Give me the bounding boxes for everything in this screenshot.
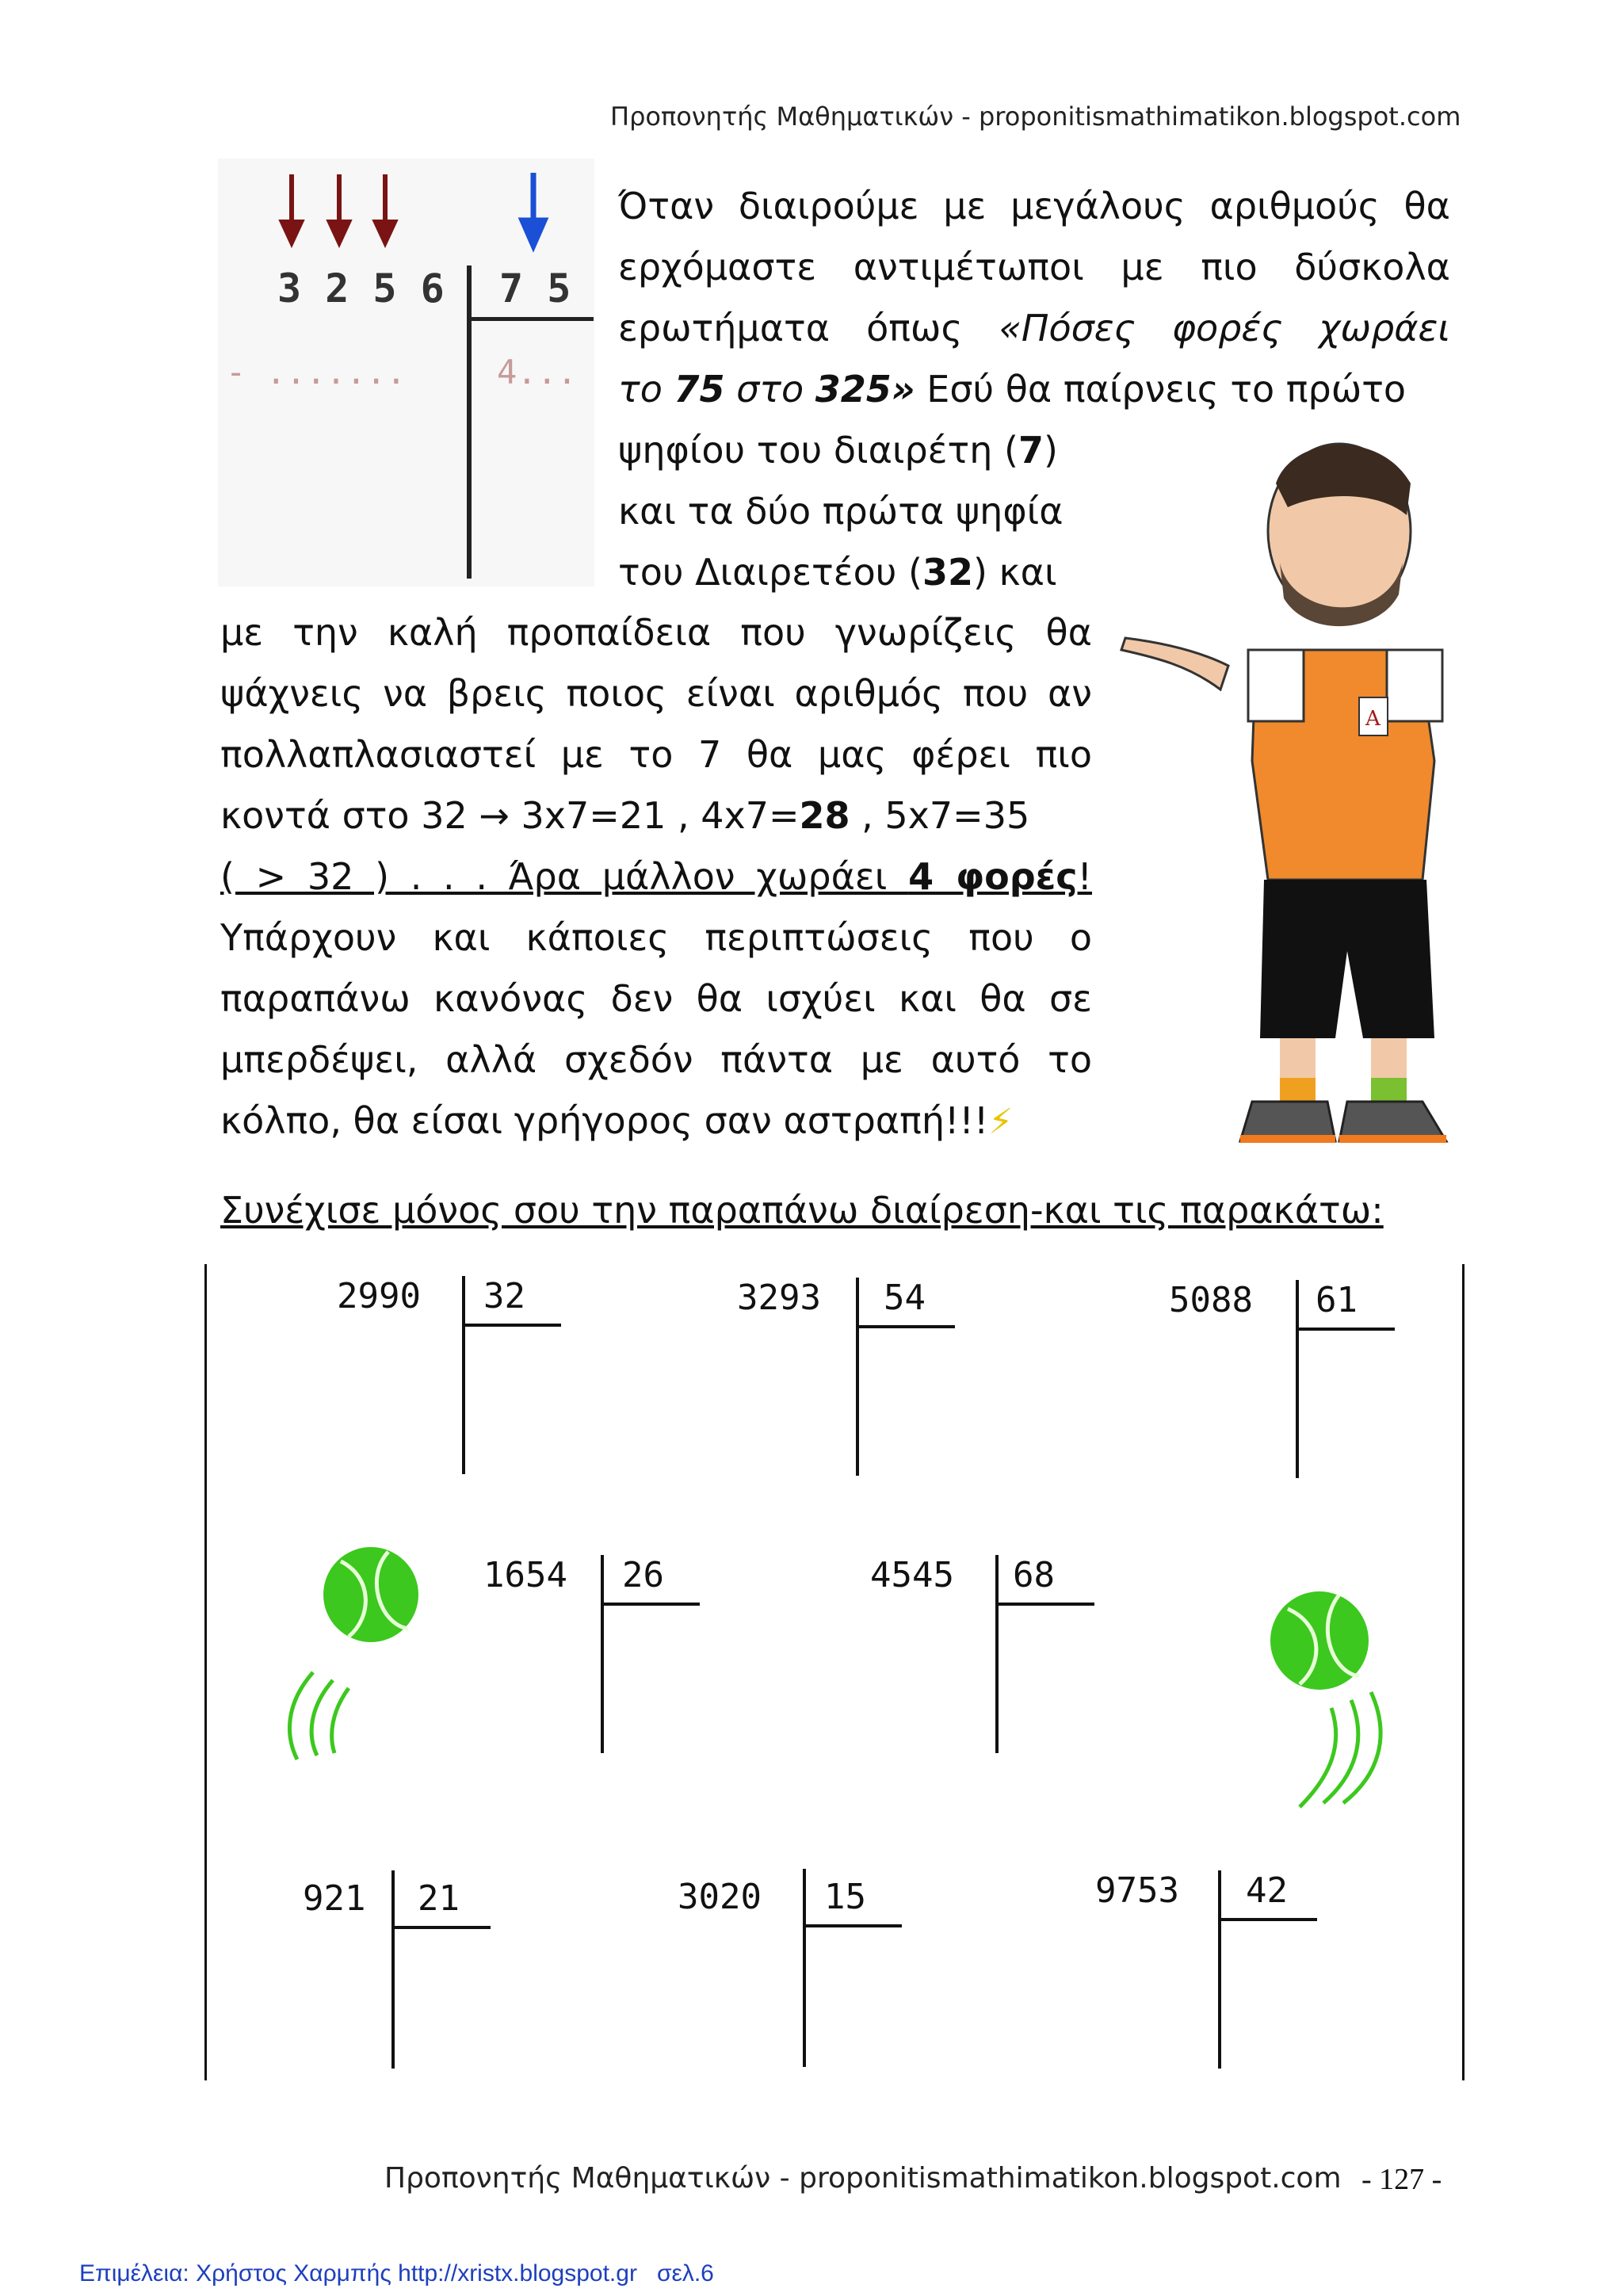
exercise-divisor: 68: [1013, 1555, 1055, 1595]
exercise-divisor: 61: [1316, 1280, 1358, 1320]
example-divisor: 7 5: [499, 266, 571, 311]
para-line: ( > 32 ) . . . Άρα μάλλον χωράει 4 φορές!: [220, 855, 1092, 898]
para-line: και τα δύο πρώτα ψηφία: [618, 490, 1064, 533]
minus-placeholder: - .......: [226, 353, 407, 392]
para-line: το 75 στο 325» Εσύ θα παίρνεις το πρώτο: [618, 368, 1407, 411]
box-right-border: [1462, 1264, 1465, 2080]
para-line: ψηφίου του διαιρέτη (7): [618, 429, 1058, 472]
para-line: ερχόμαστε αντιμέτωποι με πιο δύσκολα: [618, 246, 1450, 288]
lightning-icon: ⚡: [988, 1102, 1014, 1142]
page-header: Προπονητής Μαθηματικών - proponitismathimatikon.blogspot.com: [610, 101, 1461, 132]
example-division: [218, 159, 594, 586]
para-line: του Διαιρετέου (32) και: [618, 551, 1057, 594]
exercise-dividend: 2990: [337, 1276, 421, 1316]
svg-text:A: A: [1365, 707, 1381, 731]
para-line: Όταν διαιρούμε με μεγάλους αριθμούς θα: [618, 185, 1450, 227]
tennis-ball-icon: [269, 1545, 444, 1767]
exercise-dividend: 9753: [1095, 1870, 1179, 1911]
exercise-divisor: 32: [483, 1276, 525, 1316]
tennis-ball-icon: [1252, 1585, 1426, 1823]
exercise-dividend: 3293: [737, 1278, 821, 1318]
footer-credit: Επιμέλεια: Χρήστος Χαρμπής http://xristx.blogspot.gr σελ.6: [79, 2260, 714, 2286]
instruction-text: Συνέχισε μόνος σου την παραπάνω διαίρεση-και τις παρακάτω:: [220, 1189, 1384, 1232]
para-line: ψάχνεις να βρεις ποιος είναι αριθμός που αν: [220, 672, 1092, 715]
page-number: - 127 -: [1361, 2163, 1442, 2196]
explanation-paragraph-narrow: [618, 420, 1094, 603]
para-line: κοντά στο 32 → 3x7=21 , 4x7=28 , 5x7=35: [220, 794, 1030, 837]
box-left-border: [204, 1264, 207, 2080]
coach-illustration: [1109, 412, 1474, 1149]
exercise-dividend: 5088: [1169, 1280, 1253, 1320]
footer-site: Προπονητής Μαθηματικών - proponitismathimatikon.blogspot.com: [384, 2162, 1342, 2195]
para-line: πολλαπλασιαστεί με το 7 θα μας φέρει πιο: [220, 733, 1092, 776]
exercise-divisor: 42: [1246, 1870, 1288, 1911]
para-line: μπερδέψει, αλλά σχεδόν πάντα με αυτό το: [220, 1038, 1092, 1081]
exercise-dividend: 921: [303, 1878, 366, 1919]
exercise-dividend: 3020: [678, 1877, 762, 1917]
exercise-divisor: 15: [824, 1877, 866, 1917]
exercise-divisor: 26: [622, 1555, 664, 1595]
exercise-divisor: 21: [418, 1878, 460, 1919]
para-line: με την καλή προπαίδεια που γνωρίζεις θα: [220, 611, 1092, 654]
example-dividend: 3 2 5 6: [277, 266, 445, 311]
exercise-dividend: 4545: [870, 1555, 954, 1595]
explanation-paragraph: [618, 176, 1450, 420]
exercise-divisor: 54: [884, 1278, 926, 1318]
quotient-hint: 4...: [497, 353, 578, 392]
para-line: κόλπο, θα είσαι γρήγορος σαν αστραπή!!!⚡: [220, 1099, 1014, 1142]
para-line: Υπάρχουν και κάποιες περιπτώσεις που ο: [220, 916, 1092, 959]
para-line: παραπάνω κανόνας δεν θα ισχύει και θα σε: [220, 977, 1092, 1020]
explanation-paragraph-wide: [220, 602, 1092, 1152]
para-line: ερωτήματα όπως «Πόσες φορές χωράει: [618, 307, 1450, 350]
exercise-dividend: 1654: [483, 1555, 567, 1595]
